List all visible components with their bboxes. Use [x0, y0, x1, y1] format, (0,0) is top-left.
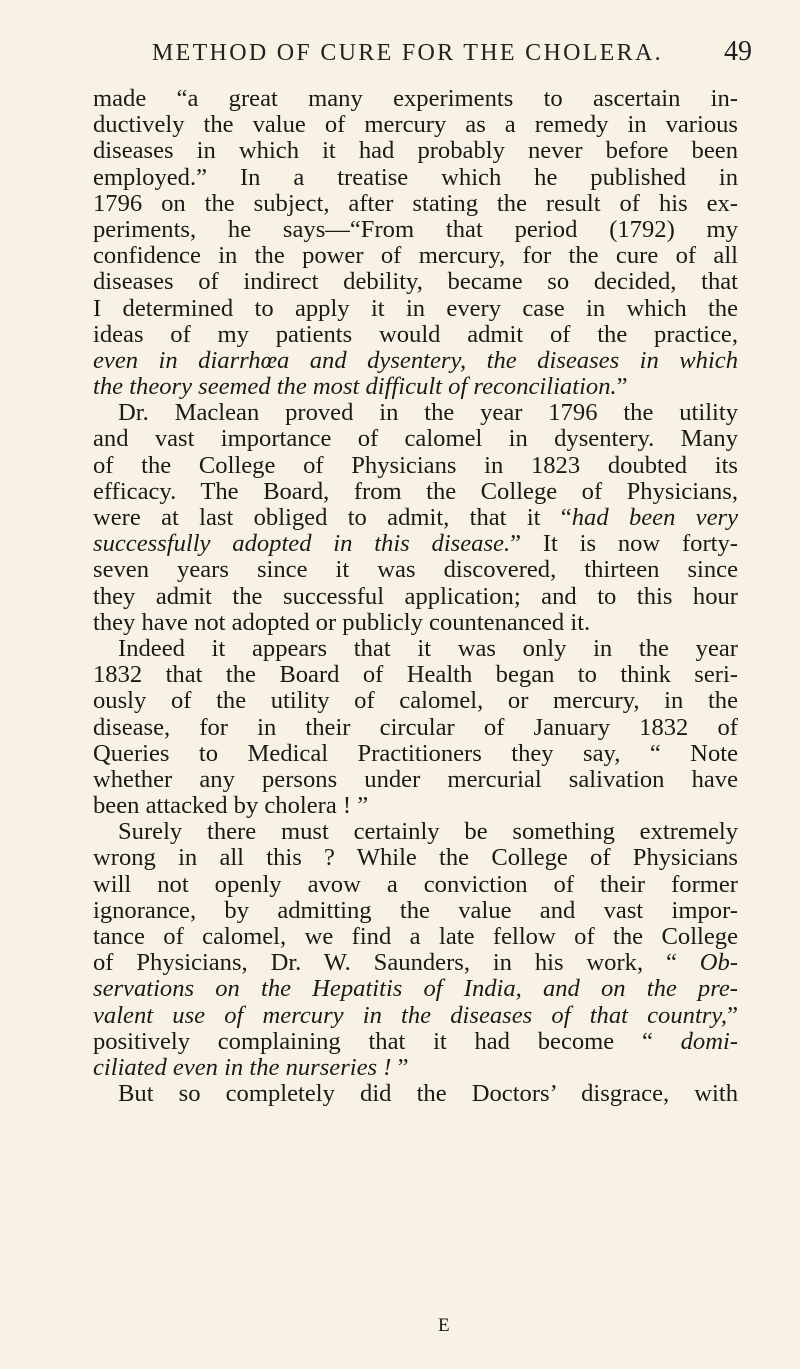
- text-line: [93, 505, 738, 531]
- text-span: Queries to Medical Practitioners they say, “ Note: [93, 739, 738, 767]
- text-line: [93, 112, 738, 138]
- text-line: [93, 976, 738, 1002]
- text-line: [93, 296, 738, 322]
- text-line: [93, 741, 738, 767]
- text-line: [93, 662, 738, 688]
- text-line: [93, 688, 738, 714]
- text-span: ”: [616, 373, 628, 401]
- text-line: [93, 819, 738, 845]
- text-line: [93, 872, 738, 898]
- text-line: [93, 374, 738, 400]
- body-text: [93, 86, 738, 1107]
- page-header: [152, 36, 752, 76]
- text-span: whether any persons under mercurial salivation have: [93, 765, 738, 793]
- text-line: [93, 924, 738, 950]
- text-span: positively complaining that it had become “: [93, 1027, 681, 1055]
- text-span: Indeed it appears that it was only in the year: [118, 634, 738, 662]
- text-line: [93, 767, 738, 793]
- text-span: disease, for in their circular of January 1832 of: [93, 713, 738, 741]
- text-span: they admit the successful application; and to this hour: [93, 582, 738, 610]
- text-line: [93, 557, 738, 583]
- text-span: tance of calomel, we find a late fellow of the College: [93, 923, 738, 950]
- text-span: they have not adopted or publicly countenanced it.: [93, 608, 591, 636]
- text-line: [93, 715, 738, 741]
- text-span: ” It is now forty-: [510, 530, 738, 558]
- text-span: 1832 that the Board of Health began to think seri-: [93, 661, 738, 689]
- text-span: wrong in all this ? While the College of Physicians: [93, 844, 738, 872]
- text-span: ”: [391, 1053, 409, 1081]
- text-span: ideas of my patients would admit of the practice,: [93, 320, 738, 348]
- italic-text: domi-: [680, 1027, 738, 1055]
- text-span: will not openly avow a conviction of their former: [93, 870, 738, 898]
- running-head: METHOD OF CURE FOR THE CHOLERA.: [152, 40, 663, 66]
- text-line: [93, 1055, 738, 1081]
- text-line: [93, 610, 738, 636]
- text-line: [93, 191, 738, 217]
- text-line: [93, 1081, 738, 1107]
- text-line: [93, 531, 738, 557]
- text-line: [93, 165, 738, 191]
- text-span: efficacy. The Board, from the College of Physicians,: [93, 477, 738, 505]
- text-line: [93, 269, 738, 295]
- text-span: Dr. Maclean proved in the year 1796 the utility: [118, 399, 738, 427]
- text-line: [93, 453, 738, 479]
- italic-text: even in diarrhœa and dysentery, the diseases in which: [93, 346, 738, 374]
- text-span: been attacked by cholera ! ”: [93, 792, 369, 820]
- italic-text: Ob-: [699, 949, 738, 977]
- text-line: [93, 217, 738, 243]
- text-span: of Physicians, Dr. W. Saunders, in his work, “: [93, 949, 700, 977]
- italic-text: valent use of mercury in the diseases of that country,: [93, 1001, 728, 1029]
- text-line: [93, 348, 738, 374]
- italic-text: had been very: [571, 504, 739, 531]
- text-line: [93, 1029, 738, 1055]
- text-span: employed.” In a treatise which he published in: [93, 163, 738, 191]
- italic-text: the theory seemed the most difficult of reconciliation.: [93, 373, 617, 401]
- page-number: 49: [724, 36, 752, 67]
- text-line: [93, 426, 738, 452]
- text-line: [93, 322, 738, 348]
- text-span: ductively the value of mercury as a remedy in various: [93, 111, 738, 139]
- italic-text: servations on the Hepatitis of India, and on the pre-: [93, 975, 738, 1003]
- text-span: ously of the utility of calomel, or mercury, in the: [93, 687, 738, 715]
- text-span: seven years since it was discovered, thirteen since: [93, 556, 738, 584]
- text-line: [93, 243, 738, 269]
- signature-mark: E: [438, 1315, 451, 1336]
- text-line: [93, 636, 738, 662]
- text-span: were at last obliged to admit, that it “: [93, 504, 572, 531]
- text-line: [93, 1003, 738, 1029]
- text-span: Surely there must certainly be something extremely: [118, 818, 738, 846]
- text-line: [93, 138, 738, 164]
- text-span: ignorance, by admitting the value and vast impor-: [93, 896, 738, 924]
- text-span: made “a great many experiments to ascertain in-: [93, 85, 738, 112]
- text-line: [93, 400, 738, 426]
- text-line: [93, 950, 738, 976]
- italic-text: ciliated even in the nurseries !: [93, 1053, 392, 1081]
- text-line: [93, 845, 738, 871]
- text-span: 1796 on the subject, after stating the result of his ex-: [93, 189, 738, 217]
- text-span: But so completely did the Doctors’ disgrace, with: [118, 1080, 738, 1108]
- text-span: I determined to apply it in every case in which the: [93, 294, 738, 322]
- text-line: [93, 793, 738, 819]
- text-span: and vast importance of calomel in dysentery. Many: [93, 425, 738, 453]
- text-line: [93, 898, 738, 924]
- text-line: [93, 86, 738, 112]
- text-span: diseases in which it had probably never before been: [93, 137, 738, 165]
- text-span: diseases of indirect debility, became so decided, that: [93, 268, 738, 296]
- italic-text: successfully adopted in this disease.: [93, 530, 511, 558]
- text-span: ”: [727, 1001, 738, 1029]
- text-line: [93, 584, 738, 610]
- text-span: of the College of Physicians in 1823 doubted its: [93, 451, 738, 479]
- text-span: periments, he says—“From that period (1792) my: [93, 215, 738, 243]
- text-span: confidence in the power of mercury, for the cure of all: [93, 242, 738, 270]
- text-line: [93, 479, 738, 505]
